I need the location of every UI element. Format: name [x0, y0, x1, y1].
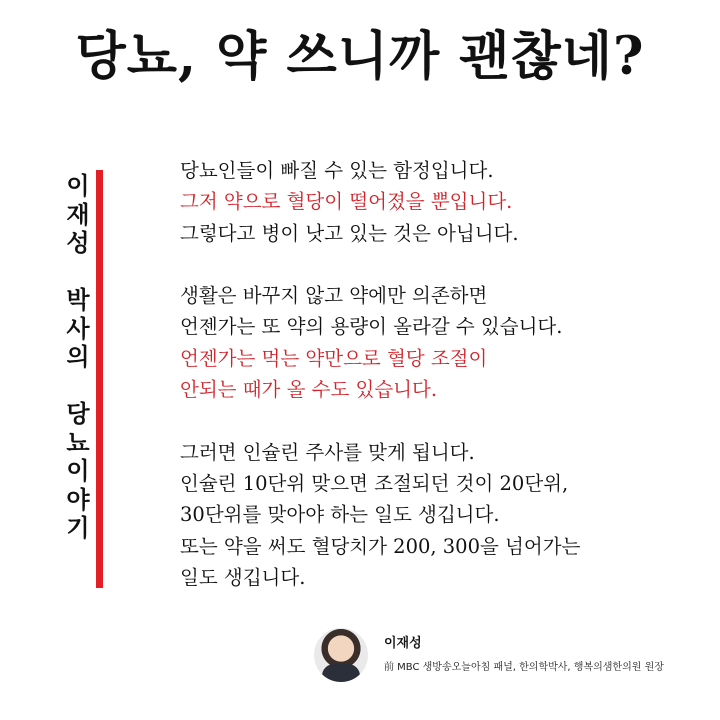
author-card	[314, 628, 714, 688]
label-char: 재	[66, 200, 90, 229]
text-line: 30단위를 맞아야 하는 일도 생깁니다.	[180, 503, 500, 527]
page-title: 당뇨, 약 쓰니까 괜찮네?	[75, 26, 645, 87]
label-char: 이	[66, 172, 90, 200]
accent-bar	[96, 170, 103, 588]
author-description: 前 MBC 생방송오늘아침 패널, 한의학박사, 행복의샘한의원 원장	[384, 662, 664, 673]
avatar	[314, 628, 368, 682]
vertical-series-label	[58, 172, 98, 543]
text-line: 일도 생깁니다.	[180, 565, 306, 589]
label-char: 박	[66, 286, 90, 314]
highlighted-line: 안되는 때가 올 수도 있습니다.	[180, 378, 438, 402]
text-line: 생활은 바꾸지 않고 약에만 의존하면	[180, 284, 488, 308]
label-char: 기	[66, 514, 90, 542]
text-line: 그러면 인슐린 주사를 맞게 됩니다.	[180, 440, 475, 464]
text-line: 언젠가는 또 약의 용량이 올라갈 수 있습니다.	[180, 315, 563, 339]
author-name: 이재성	[384, 636, 422, 651]
article-body	[180, 155, 700, 624]
label-char: 사	[66, 314, 90, 343]
text-line: 또는 약을 써도 혈당치가 200, 300을 넘어가는	[180, 534, 581, 558]
paragraph	[180, 155, 700, 249]
label-char: 이	[66, 457, 90, 485]
text-line: 인슐린 10단위 맞으면 조절되던 것이 20단위,	[180, 471, 569, 495]
highlighted-line: 그저 약으로 혈당이 떨어졌을 뿐입니다.	[180, 190, 513, 214]
label-char: 성	[66, 229, 90, 257]
text-line: 당뇨인들이 빠질 수 있는 함정입니다.	[180, 159, 494, 182]
label-char: 의	[66, 343, 90, 371]
label-char: 당	[66, 400, 90, 428]
highlighted-line: 언젠가는 먹는 약만으로 혈당 조절이	[180, 346, 488, 370]
paragraph	[180, 280, 700, 405]
paragraph	[180, 437, 700, 593]
label-char: 야	[66, 485, 90, 514]
label-char: 뇨	[66, 428, 90, 457]
text-line: 그렇다고 병이 낫고 있는 것은 아닙니다.	[180, 221, 519, 245]
